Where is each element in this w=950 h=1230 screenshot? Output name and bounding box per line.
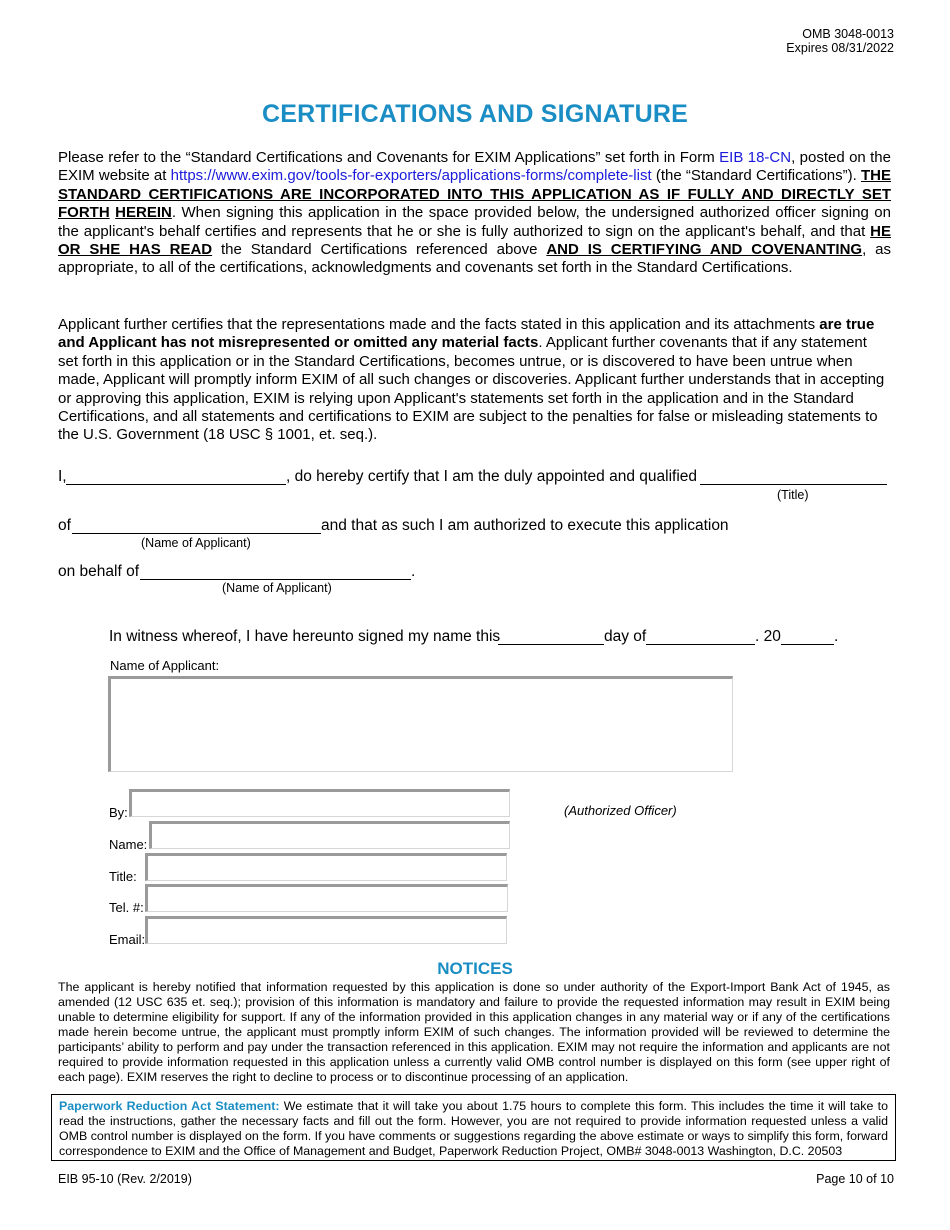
p1-text-6: , as appropriate, to all of the certifications, acknowledgments and covenants set forth in the Standard Certifications. [58, 241, 891, 277]
certification-paragraph [58, 149, 891, 278]
omb-number: OMB 3048-0013 [802, 27, 894, 41]
witness-text: In witness whereof, I have hereunto signed my name this [109, 628, 501, 645]
applicant-name-line-2[interactable] [140, 579, 411, 580]
applicant-field-label: Name of Applicant: [110, 658, 220, 673]
email-label: Email: [109, 932, 146, 947]
behalf-label: on behalf of [58, 563, 140, 580]
p2-text-1: Applicant further certifies that the representations made and the facts stated in this application and its attachments [58, 316, 820, 333]
name-field[interactable] [149, 821, 510, 849]
tel-label: Tel. #: [109, 900, 144, 915]
email-field[interactable] [145, 916, 507, 944]
of-label: of [58, 517, 71, 534]
i-label: I, [58, 468, 67, 485]
exim-forms-link[interactable]: https://www.exim.gov/tools-for-exporters/applications-forms/complete-list [170, 167, 652, 185]
p1-bold-herein: HEREIN [115, 204, 172, 222]
year-line[interactable] [781, 644, 834, 645]
form-id: EIB 95-10 (Rev. 2/2019) [58, 1172, 192, 1186]
eib-18-cn-link[interactable]: EIB 18-CN [719, 149, 792, 166]
p1-text-2: , posted on the EXIM website at [58, 149, 891, 185]
page-title: CERTIFICATIONS AND SIGNATURE [262, 100, 688, 128]
day-of-text: day of [604, 628, 647, 645]
p1-bold-the: THE [861, 167, 892, 185]
omb-expiration: Expires 08/31/2022 [786, 41, 894, 55]
pra-text: We estimate that it will take you about 1.75 hours to complete this form. This includes the time it will take to read the instructions, gather the necessary facts and fill out the form. However, you are not required to provide information requested unless a valid OMB control number is displayed on the form. If you have comments or suggestions regarding the above estimate or ways to simplify this form, forward correspondence to EXIM and the Office of Management and Budget, Paperwork Reduction Project, OMB# 3048-0013 Washington, D.C. 20503 [59, 1099, 888, 1158]
name-label: Name: [109, 837, 148, 852]
month-line[interactable] [646, 644, 755, 645]
by-field[interactable] [129, 789, 510, 817]
certify-text: , do hereby certify that I am the duly appointed and qualified [286, 468, 698, 485]
p1-text-5: the Standard Certifications referenced above [212, 241, 547, 259]
p2-text-2: . Applicant further covenants that if any statement set forth in this application or in the Standard Certifications, becomes untrue, or is discovered to have been untrue when made, Applicant will promptly inform EXIM of all such changes or discoveries. Applicant further understands that in accepting or approving this application, EXIM is relying upon Applicant's statements set forth in the application and in the Standard Certifications, and all statements and certifications to EXIM are subject to the penalties for false or misleading statements to the U.S. Government (18 USC § 1001, et. seq.). [58, 334, 885, 444]
applicant-name-box[interactable] [108, 676, 733, 772]
p2-bold-statement: are true and Applicant has not misrepresented or omitted any material facts [58, 316, 875, 352]
p1-text-3: (the “Standard Certifications”). [651, 167, 862, 185]
title-label: Title: [109, 869, 137, 884]
title-caption: (Title) [777, 488, 809, 502]
applicant-certification-paragraph [58, 316, 891, 445]
pra-heading: Paperwork Reduction Act Statement: [59, 1099, 280, 1113]
p1-text-1: Please refer to the “Standard Certifications and Covenants for EXIM Applications” set forth in Form [58, 149, 720, 166]
page-number: Page 10 of 10 [816, 1172, 894, 1186]
authorized-officer-caption: (Authorized Officer) [564, 803, 677, 818]
p1-bold-certifying: AND IS CERTIFYING AND COVENANTING [546, 241, 863, 259]
p1-bold-has-read: HE OR SHE HAS READ [58, 222, 891, 259]
applicant-caption-2: (Name of Applicant) [222, 581, 332, 595]
notices-text: The applicant is hereby notified that information requested by this application is done so under authority of the Export-Import Bank Act of 1945, as amended (12 USC 635 et. seq.); provision of this information is mandatory and failure to provide the requested information may result in EXIM being unable to determine eligibility for support. If any of the information provided in this application changes in any material way or if any of the certifications made herein become untrue, the applicant must promptly inform EXIM of such changes. The information provided will be reviewed to determine the participants’ ability to perform and pay under the transaction referenced in this application. EXIM may not require the information and applicants are not required to provide information requested in this application unless a currently valid OMB control number is displayed on this form (see upper right of each page). EXIM reserves the right to decline to process or to discontinue processing of an application. [58, 980, 890, 1084]
omb-block [786, 27, 894, 55]
behalf-period: . [411, 563, 416, 580]
signer-name-line[interactable] [66, 484, 286, 485]
title-field[interactable] [145, 853, 507, 881]
applicant-name-line-1[interactable] [72, 533, 321, 534]
tel-field[interactable] [145, 884, 508, 912]
year-prefix: . 20 [755, 628, 781, 645]
title-line[interactable] [700, 484, 887, 485]
p1-text-4: . When signing this application in the space provided below, the undersigned authorized officer signing on the applicant's behalf certifies and represents that he or she is fully authorized to sign on the applicant's behalf, and that [58, 204, 891, 240]
authorized-text: and that as such I am authorized to execute this application [321, 517, 729, 534]
by-label: By: [109, 805, 128, 820]
year-end: . [834, 628, 839, 645]
notices-heading: NOTICES [437, 959, 513, 978]
day-line[interactable] [498, 644, 604, 645]
applicant-caption-1: (Name of Applicant) [141, 536, 251, 550]
p1-bold-incorporated: STANDARD CERTIFICATIONS ARE INCORPORATED INTO THIS APPLICATION AS IF FULLY AND DIRECTLY SET FORTH [58, 185, 891, 222]
paperwork-reduction-box [51, 1094, 896, 1161]
